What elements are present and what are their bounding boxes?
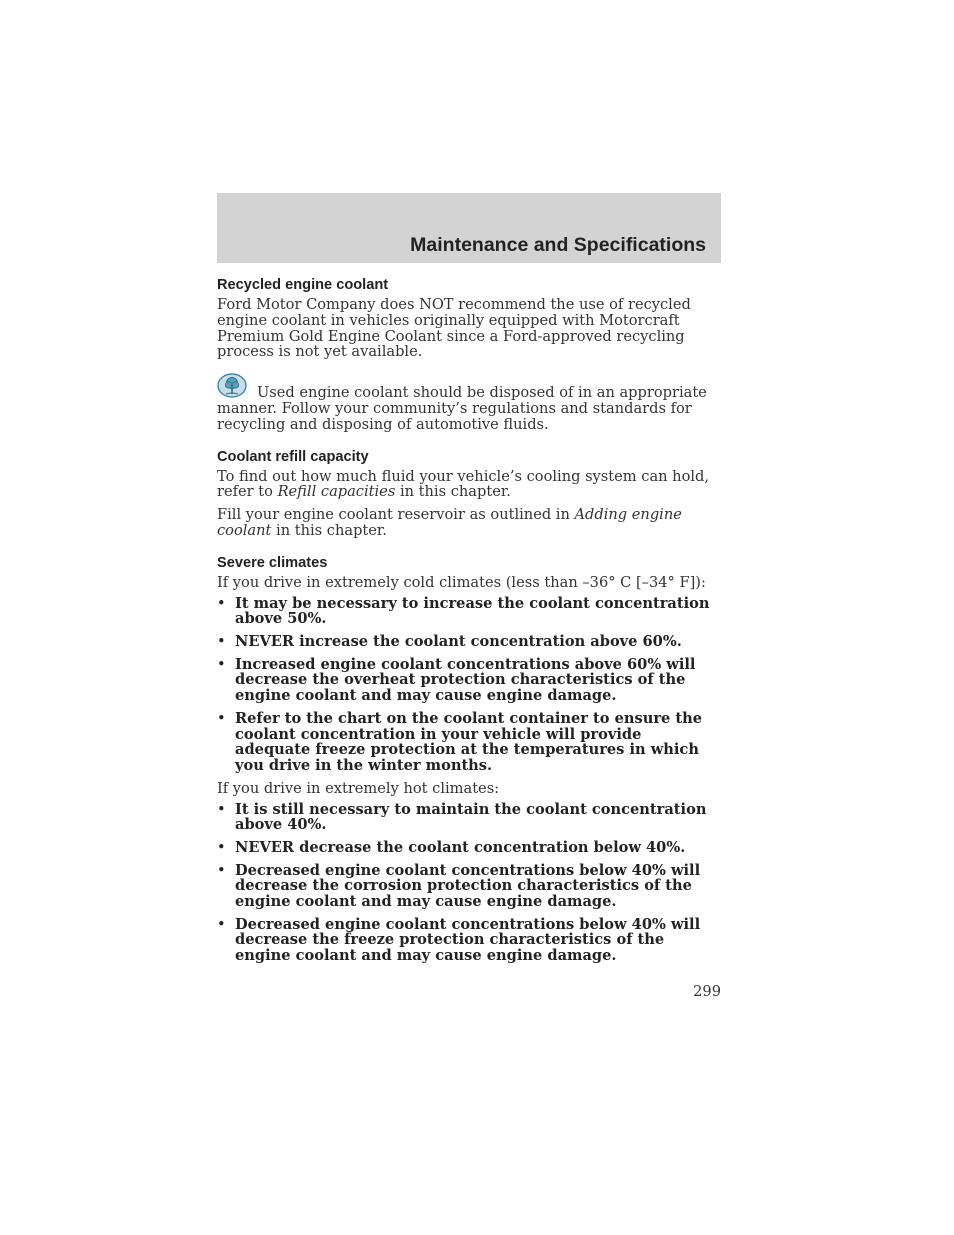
heading-refill-capacity: Coolant refill capacity: [217, 448, 369, 465]
list-item: • It may be necessary to increase the coolant concentration above 50%.: [217, 596, 721, 628]
refill-capacities-reference: Refill capacities: [277, 483, 396, 501]
environment-tree-icon: [217, 373, 247, 399]
list-item: • Increased engine coolant concentrations above 60% will decrease the overheat protection characteristics of the engine coolant and may cause engine damage.: [217, 657, 721, 704]
paragraph-recycled-coolant: Ford Motor Company does NOT recommend the use of recycled engine coolant in vehicles originally equipped with Motorcraft Premium Gold Engine Coolant since a Ford-approved recycling process is not yet available.: [217, 296, 691, 361]
hot-climate-list: [217, 802, 721, 965]
page-content: [217, 276, 721, 971]
cold-climate-list: [217, 596, 721, 774]
list-item: • Refer to the chart on the coolant container to ensure the coolant concentration in your vehicle will provide adequate freeze protection at the temperatures in which you drive in the winter months.: [217, 711, 721, 774]
heading-severe-climates: Severe climates: [217, 554, 328, 571]
list-item: • Decreased engine coolant concentrations below 40% will decrease the corrosion protection characteristics of the engine coolant and may cause engine damage.: [217, 863, 721, 910]
heading-recycled-coolant: Recycled engine coolant: [217, 277, 389, 293]
adding-coolant-reference: Adding engine coolant: [217, 506, 682, 539]
list-item: • It is still necessary to maintain the coolant concentration above 40%.: [217, 802, 721, 834]
paragraph-cold-climates: If you drive in extremely cold climates (less than –36° C [–34° F]):: [217, 573, 706, 591]
paragraph-refill-capacity: To find out how much fluid your vehicle’s cooling system can hold, refer to Refill capacities in this chapter.: [217, 467, 710, 501]
list-item: • Decreased engine coolant concentrations below 40% will decrease the freeze protection characteristics of the engine coolant and may cause engine damage.: [217, 917, 721, 964]
page-number: 299: [693, 983, 721, 1000]
list-item: • NEVER decrease the coolant concentration below 40%.: [217, 840, 721, 856]
list-item: • NEVER increase the coolant concentration above 60%.: [217, 634, 721, 650]
paragraph-fill-reservoir: Fill your engine coolant reservoir as outlined in Adding engine coolant in this chapter.: [217, 506, 682, 539]
page-title: Maintenance and Specifications: [410, 234, 706, 256]
paragraph-hot-climates: If you drive in extremely hot climates:: [217, 779, 500, 797]
section-header-bar: [217, 193, 721, 263]
environment-note: [217, 373, 721, 432]
environment-note-text: Used engine coolant should be disposed of in an appropriate manner. Follow your community’s regulations and standards for recycling and disposing of automotive fluids.: [217, 384, 707, 433]
